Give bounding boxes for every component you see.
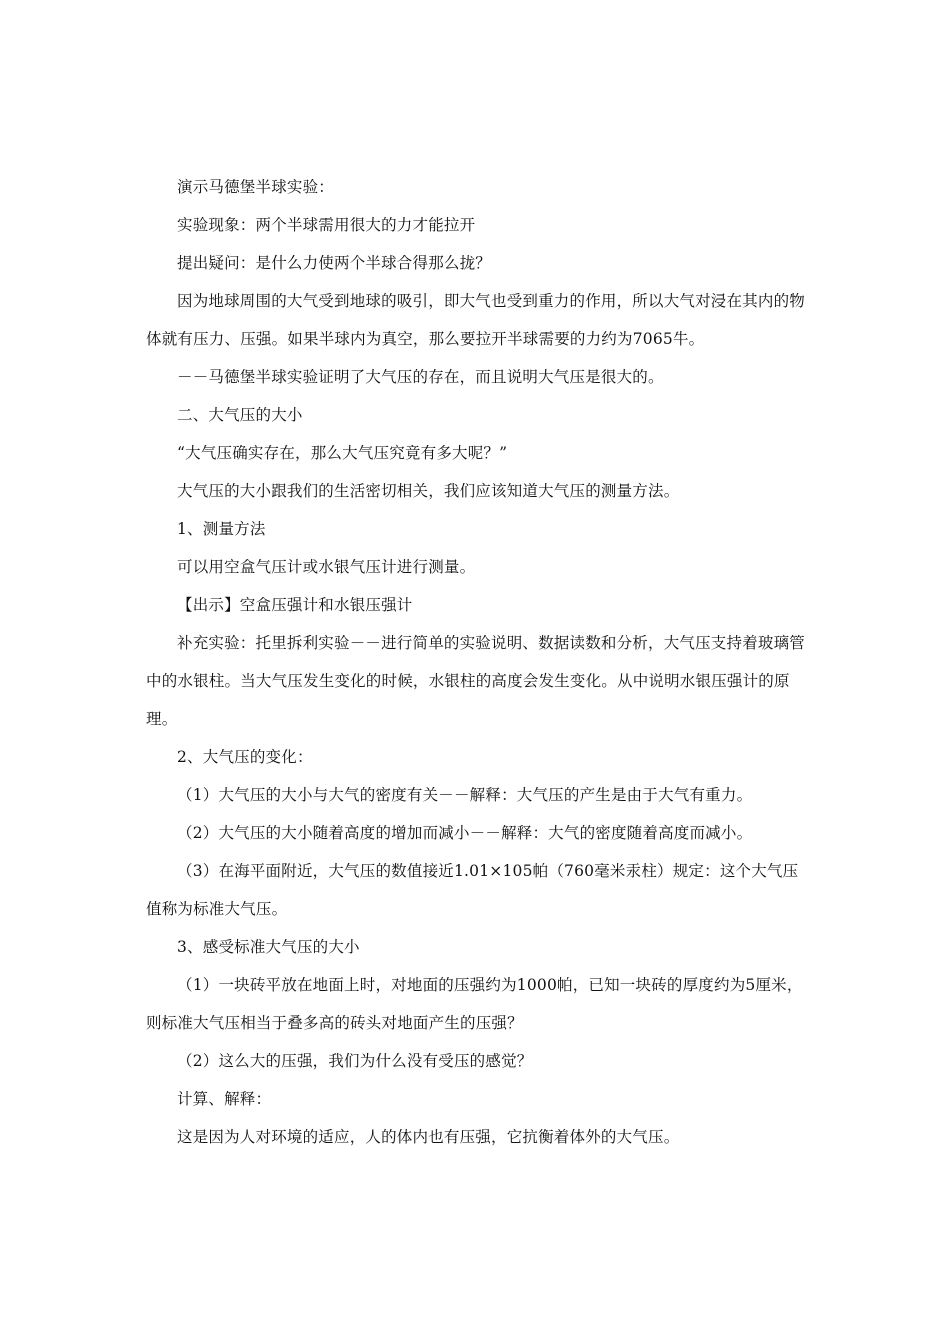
list-item-altitude: （2）大气压的大小随着高度的增加而减小－－解释：大气的密度随着高度而减小。 bbox=[177, 824, 753, 842]
paragraph-explanation: 因为地球周围的大气受到地球的吸引，即大气也受到重力的作用，所以大气对浸在其内的物体就有压力、压强。如果半球内为真空，那么要拉开半球需要的力约为7065牛。 bbox=[146, 292, 806, 348]
paragraph-demo-title: 演示马德堡半球实验： bbox=[177, 178, 335, 196]
subheading-measurement: 1、测量方法 bbox=[177, 520, 266, 538]
paragraph-question: 提出疑问：是什么力使两个半球合得那么拢？ bbox=[177, 254, 492, 272]
paragraph-adaptation: 这是因为人对环境的适应，人的体内也有压强，它抗衡着体外的大气压。 bbox=[177, 1128, 680, 1146]
paragraph-show: 【出示】空盒压强计和水银压强计 bbox=[177, 596, 413, 614]
paragraph-conclusion: －－马德堡半球实验证明了大气压的存在，而且说明大气压是很大的。 bbox=[177, 368, 664, 386]
paragraph-relevance: 大气压的大小跟我们的生活密切相关，我们应该知道大气压的测量方法。 bbox=[177, 482, 680, 500]
subheading-feel: 3、感受标准大气压的大小 bbox=[177, 938, 360, 956]
paragraph-instruments: 可以用空盒气压计或水银气压计进行测量。 bbox=[177, 558, 476, 576]
list-item-brick: （1）一块砖平放在地面上时，对地面的压强约为1000帕，已知一块砖的厚度约为5厘米，则标准大气压相当于叠多高的砖头对地面产生的压强？ bbox=[146, 976, 803, 1032]
document-body bbox=[146, 168, 810, 1156]
paragraph-torricelli: 补充实验：托里拆利实验－－进行简单的实验说明、数据读数和分析，大气压支持着玻璃管中的水银柱。当大气压发生变化的时候，水银柱的高度会发生变化。从中说明水银压强计的原理。 bbox=[146, 634, 806, 728]
paragraph-calculate: 计算、解释： bbox=[177, 1090, 272, 1108]
paragraph-phenomenon: 实验现象：两个半球需用很大的力才能拉开 bbox=[177, 216, 476, 234]
list-item-standard: （3）在海平面附近，大气压的数值接近1.01×105帕（760毫米汞柱）规定：这个大气压值称为标准大气压。 bbox=[146, 862, 799, 918]
paragraph-quote: “大气压确实存在，那么大气压究竟有多大呢？” bbox=[177, 444, 508, 462]
subheading-changes: 2、大气压的变化： bbox=[177, 748, 313, 766]
section-heading-size: 二、大气压的大小 bbox=[177, 406, 303, 424]
list-item-no-feeling: （2）这么大的压强，我们为什么没有受压的感觉？ bbox=[177, 1052, 533, 1070]
list-item-density: （1）大气压的大小与大气的密度有关－－解释：大气压的产生是由于大气有重力。 bbox=[177, 786, 753, 804]
